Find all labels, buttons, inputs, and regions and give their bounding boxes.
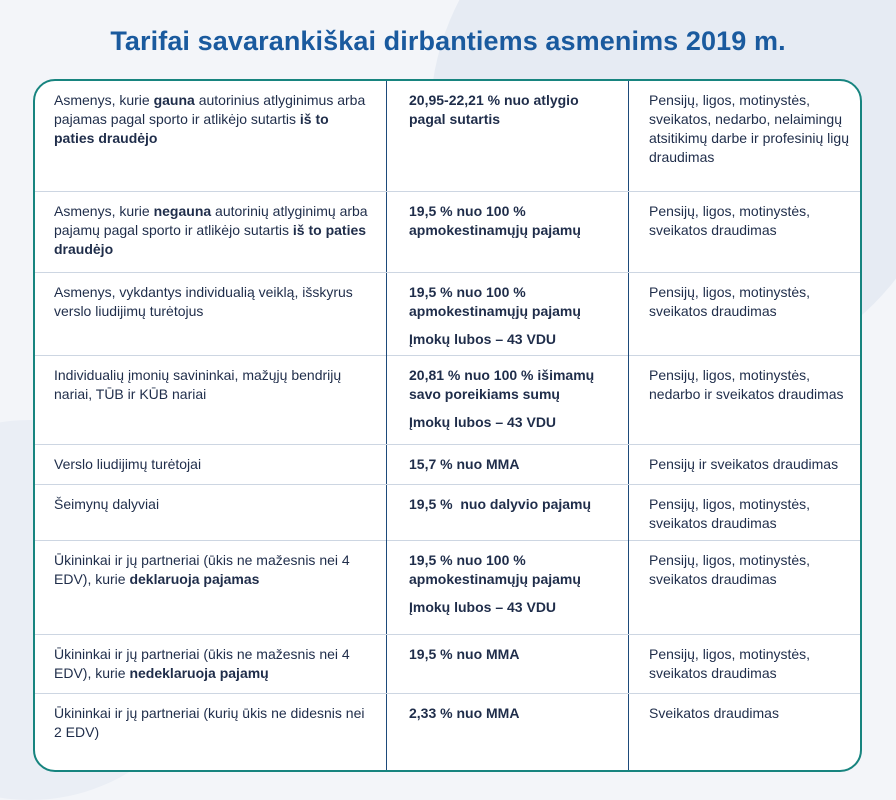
rate: 19,5 % nuo 100 % apmokestinamųjų pajamų Įmokų lubos – 43 VDU	[386, 541, 629, 634]
insurance-types: Pensijų, ligos, motinystės, nedarbo ir sveikatos draudimas	[649, 367, 844, 402]
insurance-types: Pensijų ir sveikatos draudimas	[649, 456, 839, 472]
insurance-types: Pensijų, ligos, motinystės, sveikatos draudimas	[649, 203, 811, 238]
table-row	[35, 355, 860, 444]
person-category: Ūkininkai ir jų partneriai (kurių ūkis ne didesnis nei 2 EDV)	[54, 705, 365, 740]
table-row	[35, 272, 860, 355]
table-row	[35, 484, 860, 540]
table-row	[35, 191, 860, 272]
rate: 20,95-22,21 % nuo atlygio pagal sutartis	[386, 81, 629, 191]
person-category: Asmenys, kurie gauna autorinius atlyginimus arba pajamas pagal sporto ir atlikėjo sutartis iš to paties draudėjo	[54, 92, 366, 146]
insurance-types: Sveikatos draudimas	[649, 705, 779, 721]
rate: 20,81 % nuo 100 % išimamų savo poreikiams sumų Įmokų lubos – 43 VDU	[386, 356, 629, 444]
rates-table	[33, 79, 862, 772]
contribution-cap: Įmokų lubos – 43 VDU	[409, 414, 557, 430]
rate: 15,7 % nuo MMA	[386, 445, 629, 484]
person-category: Individualių įmonių savininkai, mažųjų bendrijų nariai, TŪB ir KŪB nariai	[54, 367, 342, 402]
person-category: Ūkininkai ir jų partneriai (ūkis ne mažesnis nei 4 EDV), kurie nedeklaruoja pajamų	[54, 646, 350, 681]
person-category: Asmenys, vykdantys individualią veiklą, išskyrus verslo liudijimų turėtojus	[54, 284, 353, 319]
table-row	[35, 444, 860, 484]
rate: 2,33 % nuo MMA	[386, 694, 629, 772]
insurance-types: Pensijų, ligos, motinystės, sveikatos, nedarbo, nelaimingų atsitikimų darbe ir profesinių ligų draudimas	[649, 92, 849, 165]
page-title: Tarifai savarankiškai dirbantiems asmenims 2019 m.	[110, 26, 786, 56]
table-row	[35, 540, 860, 634]
insurance-types: Pensijų, ligos, motinystės, sveikatos draudimas	[649, 646, 811, 681]
insurance-types: Pensijų, ligos, motinystės, sveikatos draudimas	[649, 284, 811, 319]
rate: 19,5 % nuo dalyvio pajamų	[386, 485, 629, 541]
rate: 19,5 % nuo 100 % apmokestinamųjų pajamų Įmokų lubos – 43 VDU	[386, 273, 629, 357]
contribution-cap: Įmokų lubos – 43 VDU	[409, 331, 557, 347]
person-category: Asmenys, kurie negauna autorinių atlyginimų arba pajamų pagal sporto ir atlikėjo sutartis iš to paties draudėjo	[54, 203, 368, 257]
rate: 19,5 % nuo MMA	[386, 635, 629, 693]
insurance-types: Pensijų, ligos, motinystės, sveikatos draudimas	[649, 552, 811, 587]
person-category: Ūkininkai ir jų partneriai (ūkis ne mažesnis nei 4 EDV), kurie deklaruoja pajamas	[54, 552, 350, 587]
rate: 19,5 % nuo 100 % apmokestinamųjų pajamų	[386, 192, 629, 272]
person-category: Šeimynų dalyviai	[54, 496, 160, 512]
table-row	[35, 81, 860, 191]
contribution-cap: Įmokų lubos – 43 VDU	[409, 599, 557, 615]
table-row	[35, 634, 860, 693]
person-category: Verslo liudijimų turėtojai	[54, 456, 202, 472]
insurance-types: Pensijų, ligos, motinystės, sveikatos draudimas	[649, 496, 811, 531]
table-row	[35, 693, 860, 772]
